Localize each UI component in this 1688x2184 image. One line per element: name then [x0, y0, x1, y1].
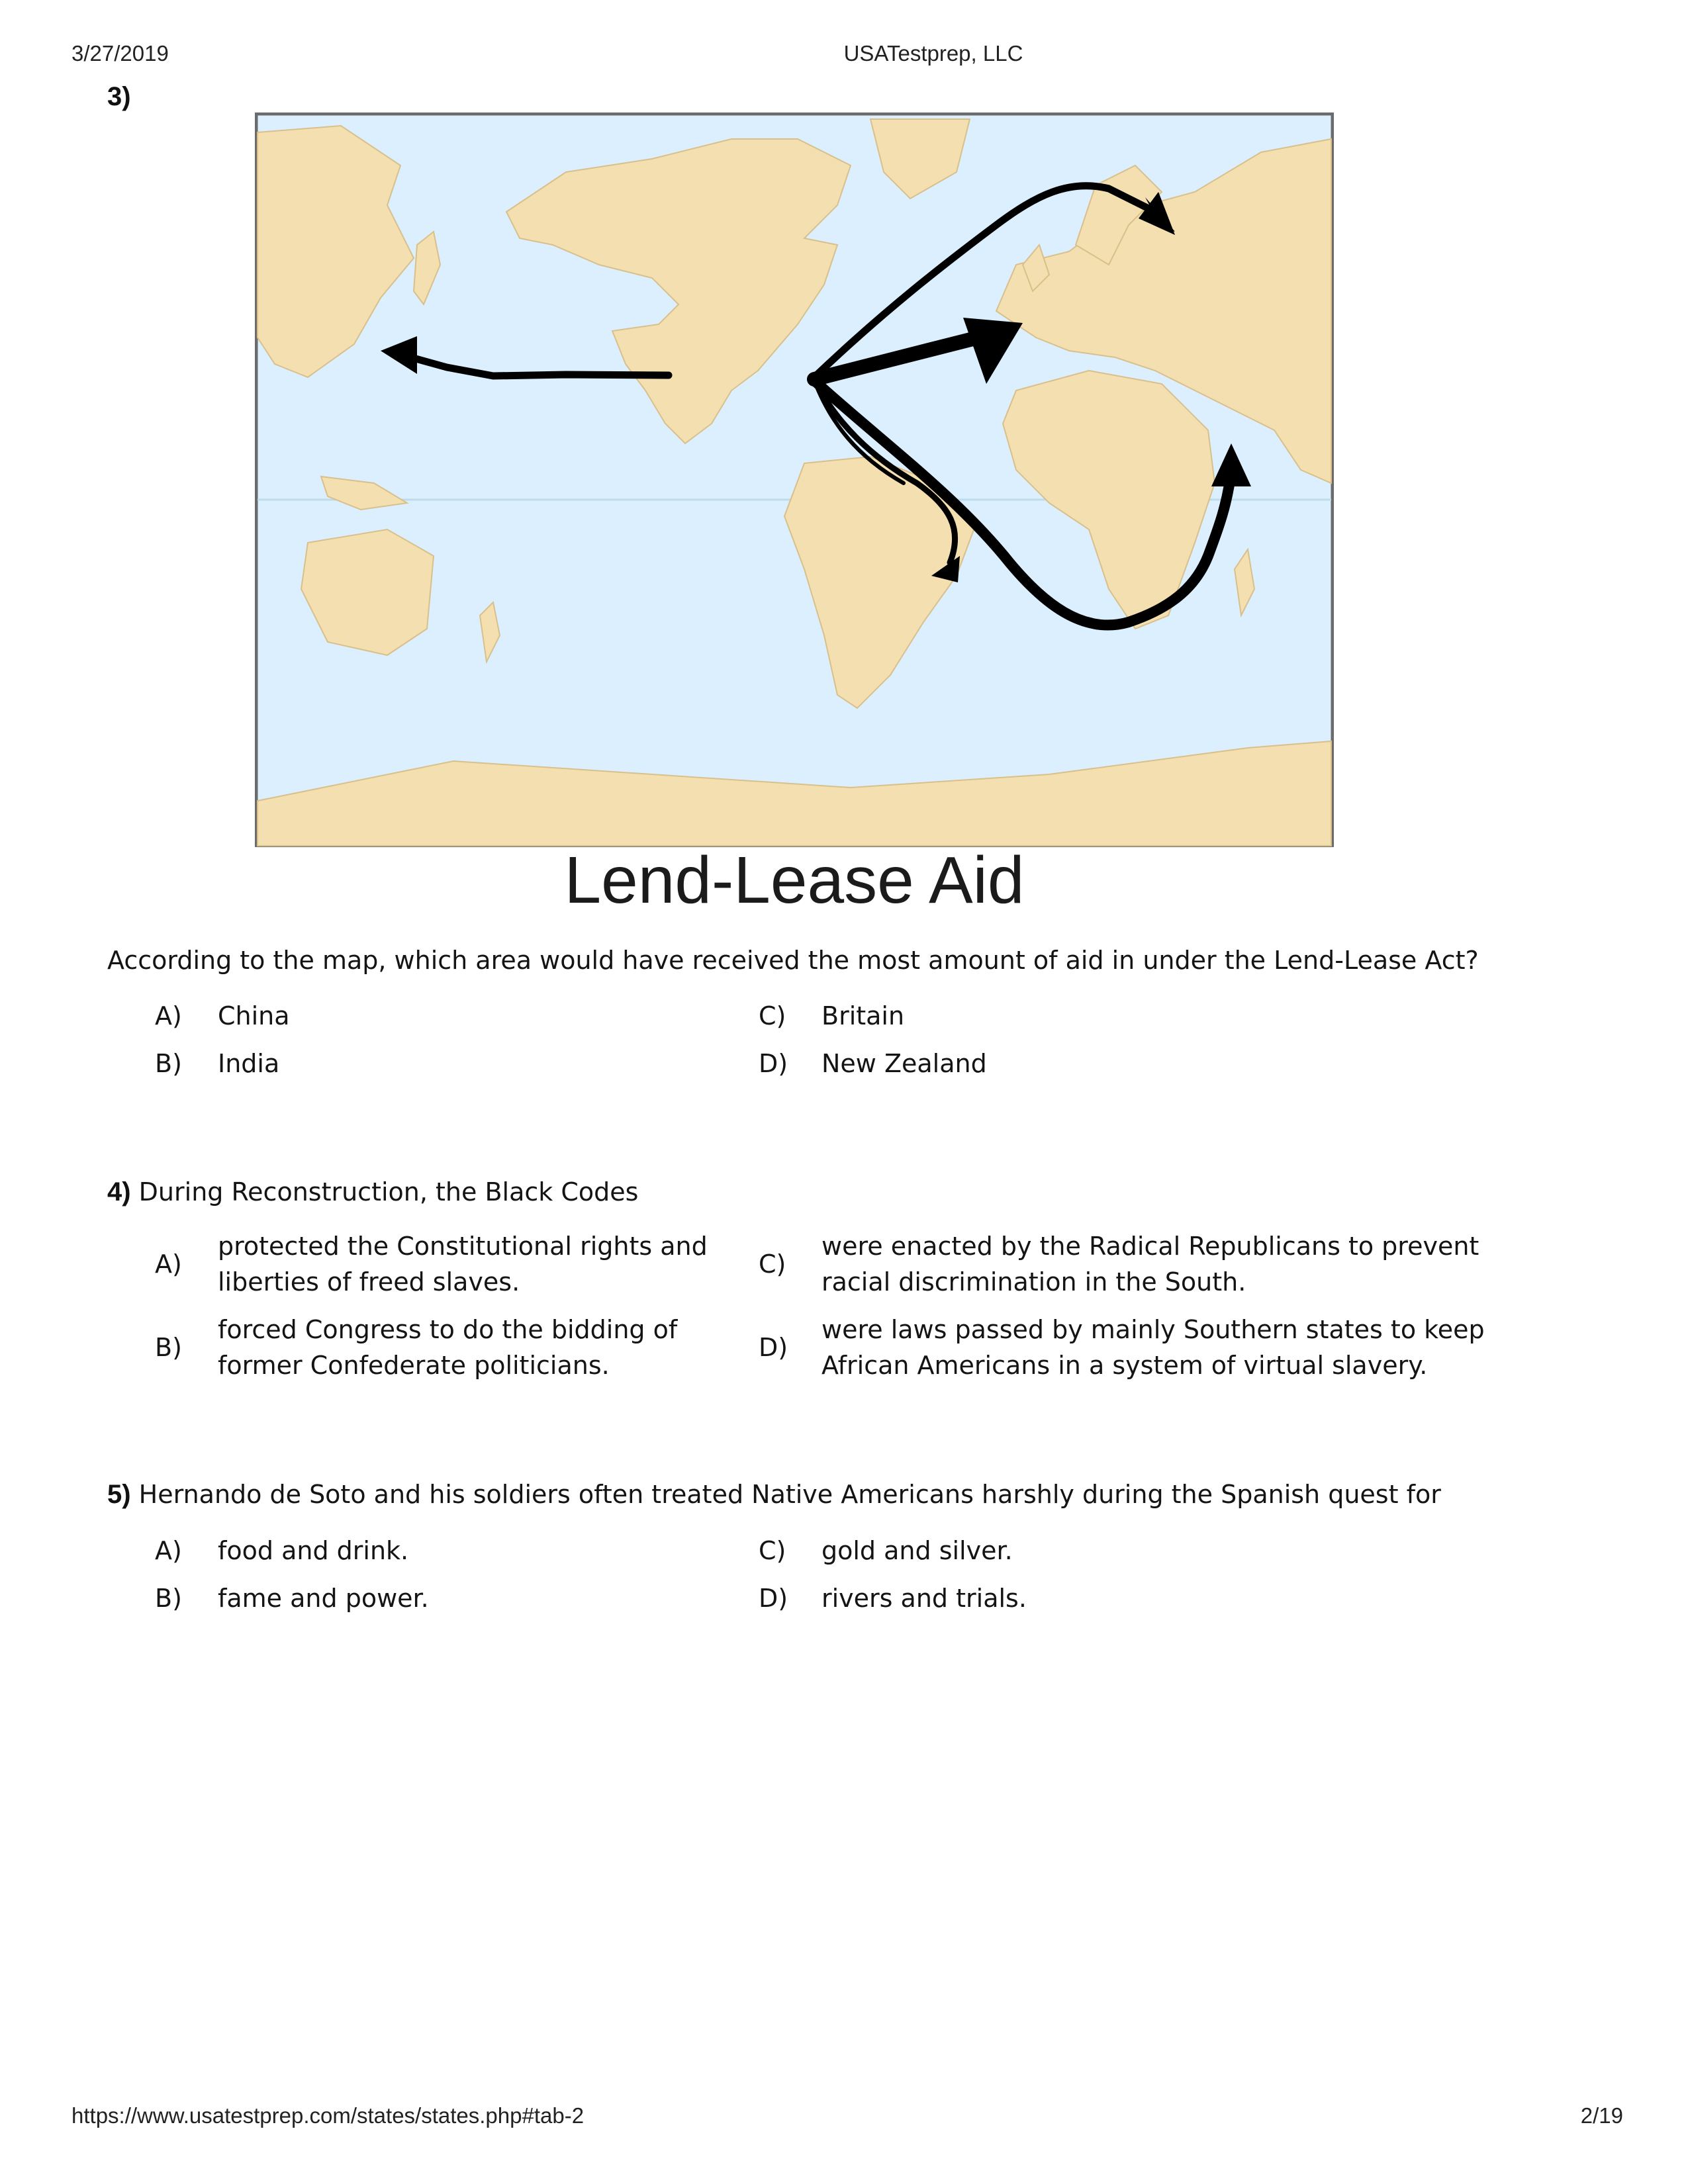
- option-letter: D): [759, 1333, 788, 1362]
- option-letter: D): [759, 1049, 788, 1078]
- option-text: were enacted by the Radical Republicans to prevent racial discrimination in the South.: [821, 1232, 1479, 1297]
- question-4-stem: During Reconstruction, the Black Codes: [138, 1177, 639, 1206]
- question-3-option-a[interactable]: [155, 998, 814, 1034]
- option-text: China: [218, 1001, 290, 1030]
- question-3-number: 3): [107, 82, 131, 111]
- question-4-option-b[interactable]: [155, 1312, 721, 1383]
- option-text: India: [218, 1049, 280, 1078]
- print-date: 3/27/2019: [71, 41, 169, 66]
- question-4: [107, 1175, 638, 1209]
- question-5: [107, 1477, 1441, 1512]
- question-5-stem: Hernando de Soto and his soldiers often treated Native Americans harshly during the Spanish quest for: [138, 1480, 1441, 1509]
- option-letter: C): [759, 1536, 786, 1565]
- option-text: were laws passed by mainly Southern states to keep African Americans in a system of virtual slavery.: [821, 1315, 1485, 1380]
- option-text: rivers and trials.: [821, 1584, 1027, 1613]
- question-4-number: 4): [107, 1177, 131, 1206]
- option-text: protected the Constitutional rights and liberties of freed slaves.: [218, 1232, 708, 1297]
- option-letter: A): [155, 1001, 182, 1030]
- option-text: Britain: [821, 1001, 905, 1030]
- question-3-option-c[interactable]: [759, 998, 1417, 1034]
- question-3-option-d[interactable]: [759, 1046, 1417, 1081]
- option-letter: A): [155, 1250, 182, 1279]
- question-5-option-b[interactable]: [155, 1580, 814, 1616]
- page-number: 2/19: [1580, 2103, 1623, 2128]
- option-text: gold and silver.: [821, 1536, 1013, 1565]
- question-5-option-a[interactable]: [155, 1533, 814, 1569]
- question-3-stem: According to the map, which area would have received the most amount of aid in under the Lend-Lease Act?: [107, 946, 1479, 975]
- page-url: https://www.usatestprep.com/states/states.php#tab-2: [71, 2103, 585, 2128]
- lend-lease-map: [255, 113, 1334, 847]
- site-title: USATestprep, LLC: [843, 41, 1023, 66]
- option-text: New Zealand: [821, 1049, 987, 1078]
- question-5-option-d[interactable]: [759, 1580, 1417, 1616]
- question-5-option-c[interactable]: [759, 1533, 1417, 1569]
- option-letter: B): [155, 1333, 182, 1362]
- option-text: fame and power.: [218, 1584, 429, 1613]
- option-letter: C): [759, 1250, 786, 1279]
- question-4-option-d[interactable]: [759, 1312, 1497, 1383]
- option-text: forced Congress to do the bidding of former Confederate politicians.: [218, 1315, 678, 1380]
- option-letter: C): [759, 1001, 786, 1030]
- option-text: food and drink.: [218, 1536, 409, 1565]
- option-letter: B): [155, 1049, 182, 1078]
- option-letter: D): [759, 1584, 788, 1613]
- question-4-option-a[interactable]: [155, 1228, 721, 1300]
- question-4-option-c[interactable]: [759, 1228, 1497, 1300]
- map-caption: Lend-Lease Aid: [564, 843, 1025, 917]
- option-letter: A): [155, 1536, 182, 1565]
- option-letter: B): [155, 1584, 182, 1613]
- question-3-option-b[interactable]: [155, 1046, 814, 1081]
- question-5-number: 5): [107, 1480, 131, 1509]
